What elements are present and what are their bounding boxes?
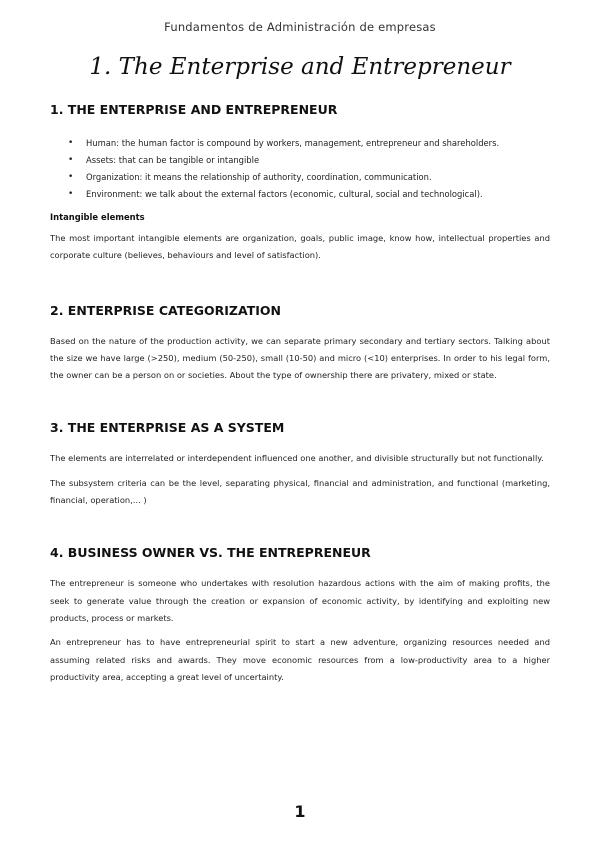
paragraph: The entrepreneur is someone who undertakes with resolution hazardous actions with the aim of making profits, the seek to generate value through the creation or expansion of economic activity, by identifying and exploiting new products, process or markets. <box>50 578 550 623</box>
bullet-list <box>50 135 550 203</box>
subheading: Intangible elements <box>50 212 145 222</box>
document-title: 1. The Enterprise and Entrepreneur <box>89 54 511 80</box>
list-item: • Environment: we talk about the external factors (economic, cultural, social and technological). <box>50 186 550 203</box>
section-heading: 2. ENTERPRISE CATEGORIZATION <box>50 302 281 318</box>
section-business-owner-vs-entrepreneur <box>50 545 550 686</box>
paragraph: Based on the nature of the production activity, we can separate primary secondary and tertiary sectors. Talking about the size we have large (>250), medium (50-250), small (10-50) and micro (<10) enterprises. In order to his legal form, the owner can be a person on or societies. About the type of ownership there are privatery, mixed or state. <box>50 335 550 381</box>
paragraph: The elements are interrelated or interdependent influenced one another, and divisible structurally but not functionally. <box>50 453 544 464</box>
paragraph: The most important intangible elements are organization, goals, public image, know how, intellectual properties and corporate culture (believes, behaviours and level of satisfaction). <box>50 233 550 261</box>
document-body <box>50 102 550 686</box>
section-heading: 3. THE ENTERPRISE AS A SYSTEM <box>50 420 285 436</box>
running-header: Fundamentos de Administración de empresas <box>164 20 436 34</box>
section-heading: 1. THE ENTERPRISE AND ENTREPRENEUR <box>50 102 338 117</box>
paragraph: The subsystem criteria can be the level, separating physical, financial and administration, and functional (marketing, financial, operation,... ) <box>50 477 550 506</box>
list-item: • Organization: it means the relationship of authority, coordination, communication. <box>50 169 550 186</box>
list-item: • Assets: that can be tangible or intangible <box>50 152 550 169</box>
section-enterprise-categorization <box>50 303 550 385</box>
section-enterprise-and-entrepreneur <box>50 102 550 265</box>
list-item: • Human: the human factor is compound by workers, management, entrepreneur and shareholders. <box>50 135 550 152</box>
paragraph: An entrepreneur has to have entrepreneurial spirit to start a new adventure, organizing resources needed and assuming related risks and awards. They move economic resources from a low-productivity area to a higher productivity area, accepting a great level of uncertainty. <box>50 637 550 682</box>
section-enterprise-as-a-system <box>50 420 550 509</box>
section-heading: 4. BUSINESS OWNER VS. THE ENTREPRENEUR <box>50 545 371 561</box>
page-number: 1 <box>294 802 306 821</box>
